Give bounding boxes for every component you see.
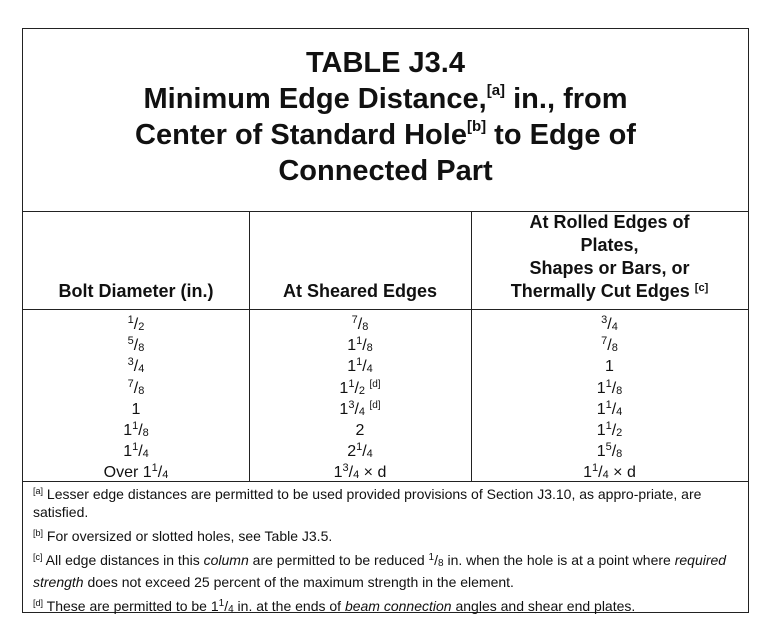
footnote-ref-d: [d] — [369, 378, 381, 390]
footnotes — [33, 485, 738, 625]
title-line-2: Minimum Edge Distance,[a] in., from — [143, 82, 628, 115]
cell-bolt-diameter: 1 — [131, 400, 141, 418]
footnote-c: [c] All edge distances in this column are permitted to be reduced $^1/_8$ in. when the hole is at a point where required strength does not exceed 25 percent of the maximum strength in the element. — [33, 552, 727, 590]
cell-sheared-edge: $1^1/_8$ — [347, 335, 373, 355]
cell-bolt-diameter: $1^1/_4$ — [123, 441, 149, 461]
cell-bolt-diameter: $1^1/_8$ — [123, 420, 149, 440]
cell-rolled-edge: $1^1/_4 \times d$ — [583, 462, 636, 482]
title-line-4: Connected Part — [278, 155, 493, 187]
cell-sheared-edge: $1^3/_4 \times d$ — [333, 462, 387, 482]
cell-sheared-edge: $^7/_8$ — [351, 314, 369, 333]
cell-rolled-edge: 1 — [605, 358, 614, 376]
header-rolled-edges: At Rolled Edges of Plates, Shapes or Bars, or Thermally Cut Edges [c] — [510, 212, 709, 301]
footnote-ref-d: [d] — [369, 399, 381, 411]
cell-bolt-diameter: $^5/_8$ — [127, 335, 145, 355]
header-bolt-diameter: Bolt Diameter (in.) — [58, 281, 214, 301]
cell-sheared-edge: 2 — [355, 422, 365, 440]
cell-sheared-edge: $1^1/_2$ [d] — [339, 377, 381, 397]
footnote-b: [b] For oversized or slotted holes, see Table J3.5. — [33, 528, 333, 544]
cell-rolled-edge: $1^5/_8$ — [596, 441, 623, 461]
cell-rolled-edge: $1^1/_8$ — [596, 377, 623, 397]
footnote-d: [d] These are permitted to be $1^1/_4$ in. at the ends of beam connection angles and shear end plates. — [33, 598, 636, 615]
cell-sheared-edge: $1^1/_4$ — [347, 356, 373, 376]
cell-rolled-edge: $1^1/_4$ — [596, 398, 623, 418]
header-sheared-edges: At Sheared Edges — [282, 281, 438, 301]
footnote-ref-c: [c] — [694, 282, 709, 294]
cell-sheared-edge: $2^1/_4$ — [347, 441, 373, 461]
table-frame — [22, 28, 749, 613]
table-body — [23, 310, 748, 482]
title-line-3: Center of Standard Hole[b] to Edge of — [135, 118, 636, 151]
cell-sheared-edge: $1^3/_4$ [d] — [339, 398, 381, 418]
cell-rolled-edge: $^7/_8$ — [601, 335, 618, 355]
cell-bolt-diameter: $^3/_4$ — [127, 356, 145, 376]
table-header — [23, 212, 748, 310]
column-rolled-edges — [471, 314, 748, 484]
cell-rolled-edge: $^3/_4$ — [601, 314, 618, 333]
cell-bolt-diameter: $^7/_8$ — [127, 377, 145, 397]
cell-bolt-diameter: $^1/_2$ — [127, 314, 145, 333]
cell-bolt-diameter: Over $1^1/_4$ — [103, 462, 169, 482]
title-label: TABLE J3.4 — [305, 47, 465, 79]
footnote-ref-b: [b] — [466, 118, 487, 135]
column-bolt-diameter — [23, 314, 249, 484]
footnote-ref-a: [a] — [486, 82, 506, 99]
footnote-a: [a] Lesser edge distances are permitted to be used provided provisions of Section J3.10, as appro-priate, are satisfied. — [33, 486, 702, 520]
column-sheared-edges — [249, 314, 471, 484]
table-title — [23, 29, 748, 212]
cell-rolled-edge: $1^1/_2$ — [596, 420, 623, 440]
